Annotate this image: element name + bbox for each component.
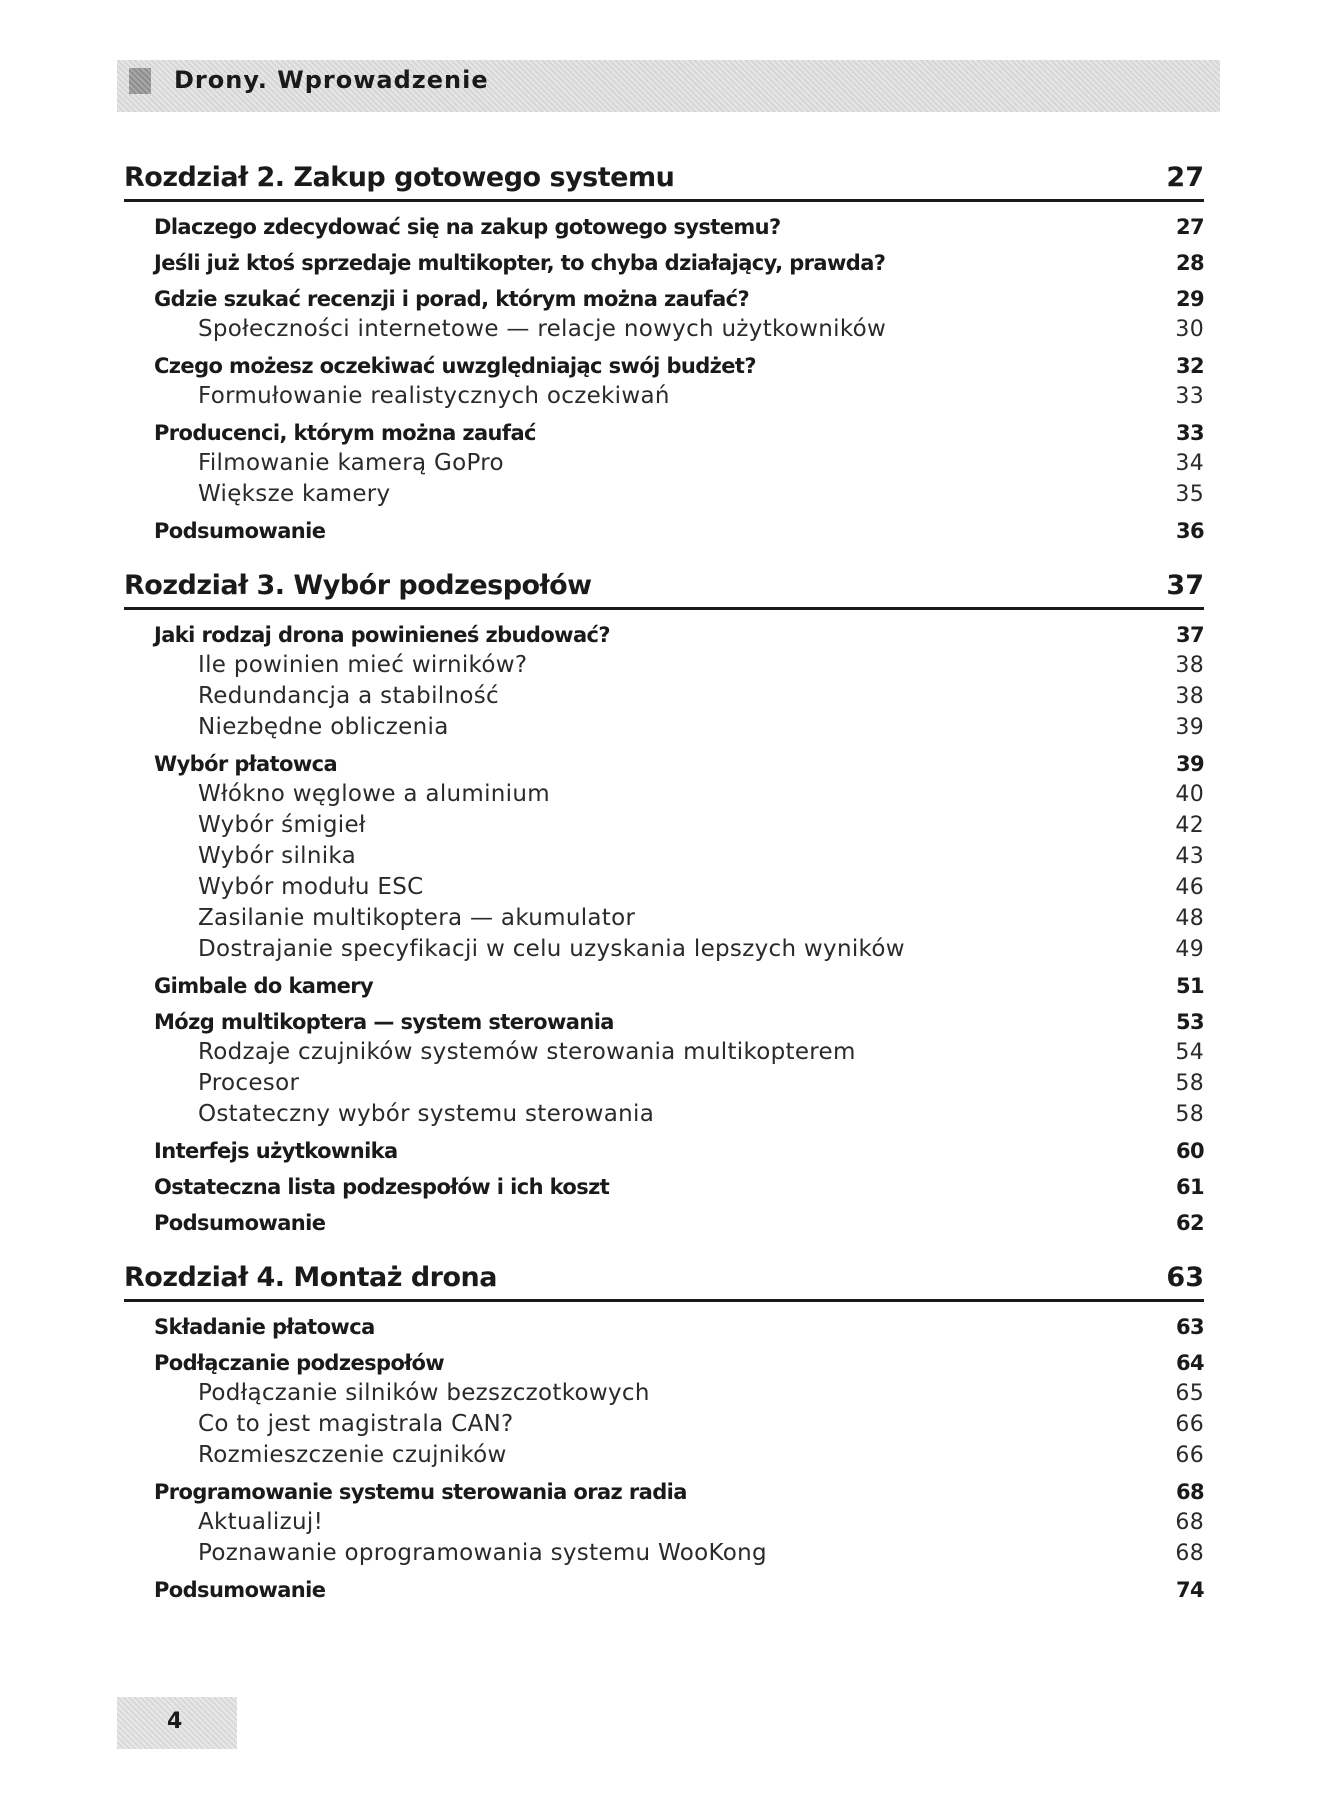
entry-title: Wybór śmigieł xyxy=(198,812,366,838)
entry-title: Czego możesz oczekiwać uwzględniając swój budżet? xyxy=(154,354,756,378)
entry-page-number: 27 xyxy=(1175,215,1204,239)
entry-page-number: 38 xyxy=(1175,653,1204,678)
toc-subsection-entry[interactable] xyxy=(124,903,1204,934)
entry-page-number: 28 xyxy=(1175,251,1204,275)
toc-subsection-entry[interactable] xyxy=(124,1409,1204,1440)
toc-section-entry[interactable] xyxy=(124,971,1204,1001)
entry-page-number: 68 xyxy=(1175,1510,1204,1535)
toc-section-entry[interactable] xyxy=(124,1007,1204,1037)
entry-title: Zasilanie multikoptera — akumulator xyxy=(198,905,636,931)
entry-page-number: 53 xyxy=(1175,1010,1204,1034)
entry-title: Podsumowanie xyxy=(154,1211,326,1235)
chapter-title: Rozdział 2. Zakup gotowego systemu xyxy=(124,162,675,193)
entry-page-number: 58 xyxy=(1175,1071,1204,1096)
entry-list xyxy=(124,202,1204,546)
toc-section-entry[interactable] xyxy=(124,1348,1204,1378)
toc-section-entry[interactable] xyxy=(124,1208,1204,1238)
toc-subsection-entry[interactable] xyxy=(124,314,1204,345)
toc-subsection-entry[interactable] xyxy=(124,479,1204,510)
entry-title: Wybór modułu ESC xyxy=(198,874,424,900)
entry-page-number: 42 xyxy=(1175,813,1204,838)
entry-title: Dlaczego zdecydować się na zakup gotowego systemu? xyxy=(154,215,781,239)
entry-page-number: 54 xyxy=(1175,1040,1204,1065)
toc-section-entry[interactable] xyxy=(124,248,1204,278)
entry-title: Procesor xyxy=(198,1070,300,1096)
chapter-page-number: 37 xyxy=(1166,570,1204,601)
toc-subsection-entry[interactable] xyxy=(124,1068,1204,1099)
entry-list xyxy=(124,1302,1204,1605)
entry-title: Dostrajanie specyfikacji w celu uzyskania lepszych wyników xyxy=(198,936,905,962)
entry-page-number: 65 xyxy=(1175,1381,1204,1406)
toc-section-entry[interactable] xyxy=(124,1172,1204,1202)
entry-title: Producenci, którym można zaufać xyxy=(154,421,536,445)
toc-subsection-entry[interactable] xyxy=(124,712,1204,743)
toc-subsection-entry[interactable] xyxy=(124,810,1204,841)
toc-subsection-entry[interactable] xyxy=(124,650,1204,681)
entry-title: Poznawanie oprogramowania systemu WooKong xyxy=(198,1540,767,1566)
entry-title: Składanie płatowca xyxy=(154,1315,375,1339)
entry-page-number: 43 xyxy=(1175,844,1204,869)
toc-subsection-entry[interactable] xyxy=(124,1099,1204,1130)
toc-section-entry[interactable] xyxy=(124,1136,1204,1166)
entry-page-number: 58 xyxy=(1175,1102,1204,1127)
toc-section-entry[interactable] xyxy=(124,284,1204,314)
entry-page-number: 39 xyxy=(1175,752,1204,776)
entry-page-number: 36 xyxy=(1175,519,1204,543)
entry-title: Jeśli już ktoś sprzedaje multikopter, to chyba działający, prawda? xyxy=(154,251,886,275)
entry-page-number: 37 xyxy=(1175,623,1204,647)
running-header xyxy=(117,60,1220,112)
entry-title: Ostateczna lista podzespołów i ich koszt xyxy=(154,1175,610,1199)
chapter-page-number: 63 xyxy=(1166,1262,1204,1293)
chapter-section xyxy=(124,566,1204,1238)
entry-page-number: 68 xyxy=(1175,1541,1204,1566)
entry-title: Włókno węglowe a aluminium xyxy=(198,781,550,807)
entry-title: Wybór silnika xyxy=(198,843,357,869)
entry-page-number: 66 xyxy=(1175,1412,1204,1437)
entry-page-number: 62 xyxy=(1175,1211,1204,1235)
page-number-box xyxy=(117,1697,237,1749)
entry-page-number: 51 xyxy=(1175,974,1204,998)
entry-page-number: 33 xyxy=(1175,384,1204,409)
entry-title: Gdzie szukać recenzji i porad, którym można zaufać? xyxy=(154,287,750,311)
entry-title: Rodzaje czujników systemów sterowania multikopterem xyxy=(198,1039,856,1065)
toc-subsection-entry[interactable] xyxy=(124,448,1204,479)
chapter-heading[interactable] xyxy=(124,158,1204,202)
entry-page-number: 48 xyxy=(1175,906,1204,931)
entry-title: Podłączanie podzespołów xyxy=(154,1351,445,1375)
entry-list xyxy=(124,610,1204,1238)
entry-page-number: 74 xyxy=(1175,1578,1204,1602)
toc-subsection-entry[interactable] xyxy=(124,681,1204,712)
toc-section-entry[interactable] xyxy=(124,1312,1204,1342)
entry-page-number: 38 xyxy=(1175,684,1204,709)
entry-title: Rozmieszczenie czujników xyxy=(198,1442,507,1468)
entry-page-number: 35 xyxy=(1175,482,1204,507)
entry-page-number: 66 xyxy=(1175,1443,1204,1468)
chapter-heading[interactable] xyxy=(124,1258,1204,1302)
entry-title: Podłączanie silników bezszczotkowych xyxy=(198,1380,650,1406)
entry-page-number: 32 xyxy=(1175,354,1204,378)
entry-page-number: 60 xyxy=(1175,1139,1204,1163)
entry-title: Gimbale do kamery xyxy=(154,974,374,998)
entry-page-number: 63 xyxy=(1175,1315,1204,1339)
entry-title: Co to jest magistrala CAN? xyxy=(198,1411,514,1437)
entry-title: Programowanie systemu sterowania oraz radia xyxy=(154,1480,687,1504)
toc-subsection-entry[interactable] xyxy=(124,381,1204,412)
toc-section-entry[interactable] xyxy=(124,516,1204,546)
entry-title: Niezbędne obliczenia xyxy=(198,714,449,740)
entry-title: Formułowanie realistycznych oczekiwań xyxy=(198,383,670,409)
toc-section-entry[interactable] xyxy=(124,351,1204,381)
chapter-section xyxy=(124,158,1204,546)
entry-page-number: 29 xyxy=(1175,287,1204,311)
toc-section-entry[interactable] xyxy=(124,749,1204,779)
toc-section-entry[interactable] xyxy=(124,212,1204,242)
page-number: 4 xyxy=(167,1709,183,1734)
toc-subsection-entry[interactable] xyxy=(124,1440,1204,1471)
book-title: Drony. Wprowadzenie xyxy=(174,66,489,94)
toc-subsection-entry[interactable] xyxy=(124,1538,1204,1569)
entry-title: Ile powinien mieć wirników? xyxy=(198,652,528,678)
toc-subsection-entry[interactable] xyxy=(124,779,1204,810)
entry-title: Interfejs użytkownika xyxy=(154,1139,398,1163)
toc-section-entry[interactable] xyxy=(124,1575,1204,1605)
toc-subsection-entry[interactable] xyxy=(124,841,1204,872)
entry-title: Redundancja a stabilność xyxy=(198,683,499,709)
chapter-title: Rozdział 4. Montaż drona xyxy=(124,1262,497,1293)
toc-section-entry[interactable] xyxy=(124,418,1204,448)
entry-title: Filmowanie kamerą GoPro xyxy=(198,450,504,476)
entry-page-number: 34 xyxy=(1175,451,1204,476)
chapter-heading[interactable] xyxy=(124,566,1204,610)
entry-page-number: 33 xyxy=(1175,421,1204,445)
toc-subsection-entry[interactable] xyxy=(124,1507,1204,1538)
entry-title: Większe kamery xyxy=(198,481,391,507)
toc-subsection-entry[interactable] xyxy=(124,872,1204,903)
entry-page-number: 40 xyxy=(1175,782,1204,807)
entry-title: Mózg multikoptera — system sterowania xyxy=(154,1010,614,1034)
entry-page-number: 61 xyxy=(1175,1175,1204,1199)
entry-page-number: 39 xyxy=(1175,715,1204,740)
entry-page-number: 46 xyxy=(1175,875,1204,900)
entry-page-number: 49 xyxy=(1175,937,1204,962)
entry-title: Wybór płatowca xyxy=(154,752,338,776)
header-marker xyxy=(129,68,151,94)
entry-page-number: 68 xyxy=(1175,1480,1204,1504)
table-of-contents xyxy=(124,158,1204,1625)
toc-subsection-entry[interactable] xyxy=(124,934,1204,965)
toc-subsection-entry[interactable] xyxy=(124,1378,1204,1409)
entry-title: Podsumowanie xyxy=(154,519,326,543)
chapter-title: Rozdział 3. Wybór podzespołów xyxy=(124,570,592,601)
toc-section-entry[interactable] xyxy=(124,620,1204,650)
toc-subsection-entry[interactable] xyxy=(124,1037,1204,1068)
toc-section-entry[interactable] xyxy=(124,1477,1204,1507)
entry-title: Społeczności internetowe — relacje nowych użytkowników xyxy=(198,316,887,342)
entry-page-number: 30 xyxy=(1175,317,1204,342)
entry-title: Podsumowanie xyxy=(154,1578,326,1602)
entry-page-number: 64 xyxy=(1175,1351,1204,1375)
chapter-page-number: 27 xyxy=(1166,162,1204,193)
entry-title: Aktualizuj! xyxy=(198,1509,324,1535)
entry-title: Jaki rodzaj drona powinieneś zbudować? xyxy=(154,623,610,647)
entry-title: Ostateczny wybór systemu sterowania xyxy=(198,1101,655,1127)
chapter-section xyxy=(124,1258,1204,1605)
